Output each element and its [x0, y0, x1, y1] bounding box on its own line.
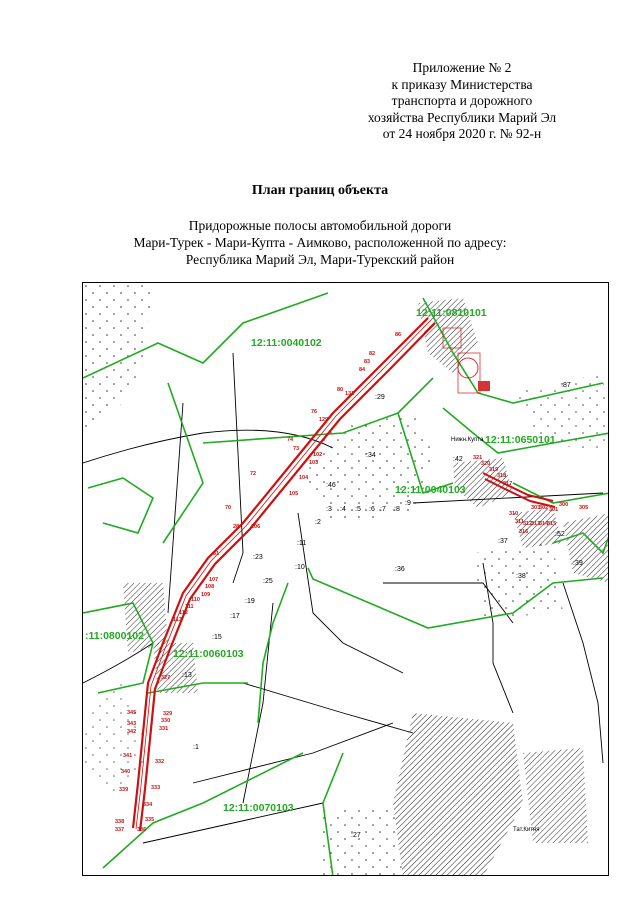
parcel-label: :87 [561, 382, 571, 389]
document-title: План границ объекта [251, 183, 389, 198]
point-label: 80 [337, 387, 344, 393]
point-label: 316 [519, 529, 529, 535]
cadastral-label: 12:11:0040102 [251, 337, 322, 349]
document-header [342, 60, 582, 143]
cadastral-label: 12:11:0060103 [173, 648, 244, 660]
point-label: 334 [143, 802, 153, 808]
point-label: 74 [287, 437, 294, 443]
subtitle-line-1: Придорожные полосы автомобильной дороги [188, 218, 452, 233]
cadastral-label: 12:11:0070103 [223, 802, 294, 814]
parcel-label: :5 [355, 506, 361, 513]
point-label: 319 [489, 467, 499, 473]
point-label: 342 [127, 729, 137, 735]
point-label: 321 [473, 455, 483, 461]
point-label: 305 [579, 505, 589, 511]
parcel-label: :23 [253, 554, 263, 561]
parcel-label: :8 [394, 506, 400, 513]
point-label: 343 [127, 721, 137, 727]
point-label: 107 [209, 577, 219, 583]
parcel-label: :2 [315, 519, 321, 526]
point-label: 301 [549, 507, 559, 513]
parcel-label: :46 [326, 482, 336, 489]
point-label: 345 [127, 710, 137, 716]
point-label: 327 [161, 675, 171, 681]
town-label: Нижн.Купта [451, 437, 484, 443]
point-label: 106 [251, 524, 261, 530]
parcel-label: :3 [326, 506, 332, 513]
point-label: 300 [559, 502, 569, 508]
point-label: 73 [293, 446, 300, 452]
point-label: 336 [137, 827, 147, 833]
parcel-label: :27 [351, 832, 361, 839]
point-label: 318 [497, 473, 507, 479]
point-label: 310 [509, 511, 519, 517]
header-line-2: к приказу Министерства [391, 76, 533, 92]
parcel-label: :25 [263, 578, 273, 585]
point-label: 105 [289, 491, 299, 497]
parcel-label: :36 [395, 566, 405, 573]
point-label: 83 [364, 359, 371, 365]
point-label: 28 [233, 524, 240, 530]
parcel-label: :10 [295, 564, 305, 571]
cadastral-label: 12:11:0650101 [485, 434, 556, 446]
parcel-label: :17 [230, 613, 240, 620]
point-label: 84 [359, 367, 366, 373]
town-label: Тат.Китня [513, 827, 540, 833]
cadastral-label: 12:11:0810101 [416, 307, 487, 319]
point-label: 112 [179, 610, 188, 616]
point-label: 311 [515, 519, 524, 525]
parcel-label: :29 [375, 394, 385, 401]
parcel-label: :7 [380, 506, 386, 513]
parcel-label: :19 [245, 598, 255, 605]
cadastral-label: :11:0800102 [85, 630, 144, 642]
point-label: 86 [395, 332, 402, 338]
point-label: 315 [547, 521, 557, 527]
parcel-label: :13 [182, 672, 192, 679]
header-line-3: транспорта и дорожного [391, 93, 533, 108]
point-label: 320 [481, 461, 491, 467]
point-label: 31 [213, 551, 220, 557]
cadastral-label: 12:11:0040103 [395, 484, 466, 496]
parcel-label: :9 [405, 500, 411, 507]
point-label: 341 [123, 753, 133, 759]
header-line-5: от 24 ноября 2020 г. № 92-н [382, 126, 542, 141]
point-label: 76 [311, 409, 318, 415]
parcel-label: :15 [212, 634, 222, 641]
parcel-label: :38 [516, 573, 526, 580]
point-label: 331 [159, 726, 169, 732]
point-label: 317 [503, 481, 513, 487]
parcel-label: :6 [369, 506, 375, 513]
point-label: 329 [163, 711, 173, 717]
point-label: 104 [299, 475, 309, 481]
parcel-label: :39 [573, 560, 583, 567]
point-label: 338 [115, 819, 125, 825]
point-label: 70 [225, 505, 232, 511]
point-label: 108 [205, 584, 215, 590]
point-label: 82 [369, 351, 376, 357]
subtitle-line-3: Республика Марий Эл, Мари-Турекский район [185, 252, 455, 267]
point-label: 302 [539, 505, 549, 511]
parcel-label: :1 [193, 744, 199, 751]
point-label: 313 [531, 521, 541, 527]
point-label: 110 [191, 597, 200, 603]
point-label: 314 [539, 521, 549, 527]
point-label: 72 [250, 471, 257, 477]
point-label: 337 [115, 827, 125, 833]
point-label: 335 [145, 817, 155, 823]
header-line-4: хозяйства Республики Марий Эл [367, 109, 557, 125]
parcel-label: :42 [453, 456, 463, 463]
point-label: 312 [523, 521, 533, 527]
point-label: 111 [185, 604, 194, 610]
point-label: 303 [531, 505, 541, 511]
point-label: 109 [201, 592, 211, 598]
header-line-1: Приложение № 2 [412, 60, 512, 75]
boundary-plan-map [82, 282, 609, 876]
subtitle-line-2: Мари-Турек - Мари-Купта - Аимково, расположенной по адресу: [133, 235, 507, 250]
parcel-label: :4 [340, 506, 346, 513]
point-label: 102 [313, 452, 323, 458]
point-label: 332 [155, 759, 165, 765]
map-drawing [83, 283, 609, 876]
parcel-label: :52 [555, 531, 565, 538]
point-label: 330 [161, 718, 171, 724]
point-label: 339 [119, 787, 129, 793]
parcel-label: :34 [366, 452, 376, 459]
point-label: 333 [151, 785, 161, 791]
parcel-label: :37 [498, 538, 508, 545]
point-label: 113 [173, 617, 182, 623]
point-label: 129 [319, 417, 329, 423]
document-subtitle [0, 217, 640, 268]
point-label: 340 [121, 769, 131, 775]
point-label: 131 [345, 391, 355, 397]
point-label: 103 [309, 460, 319, 466]
parcel-label: :11 [297, 540, 307, 547]
